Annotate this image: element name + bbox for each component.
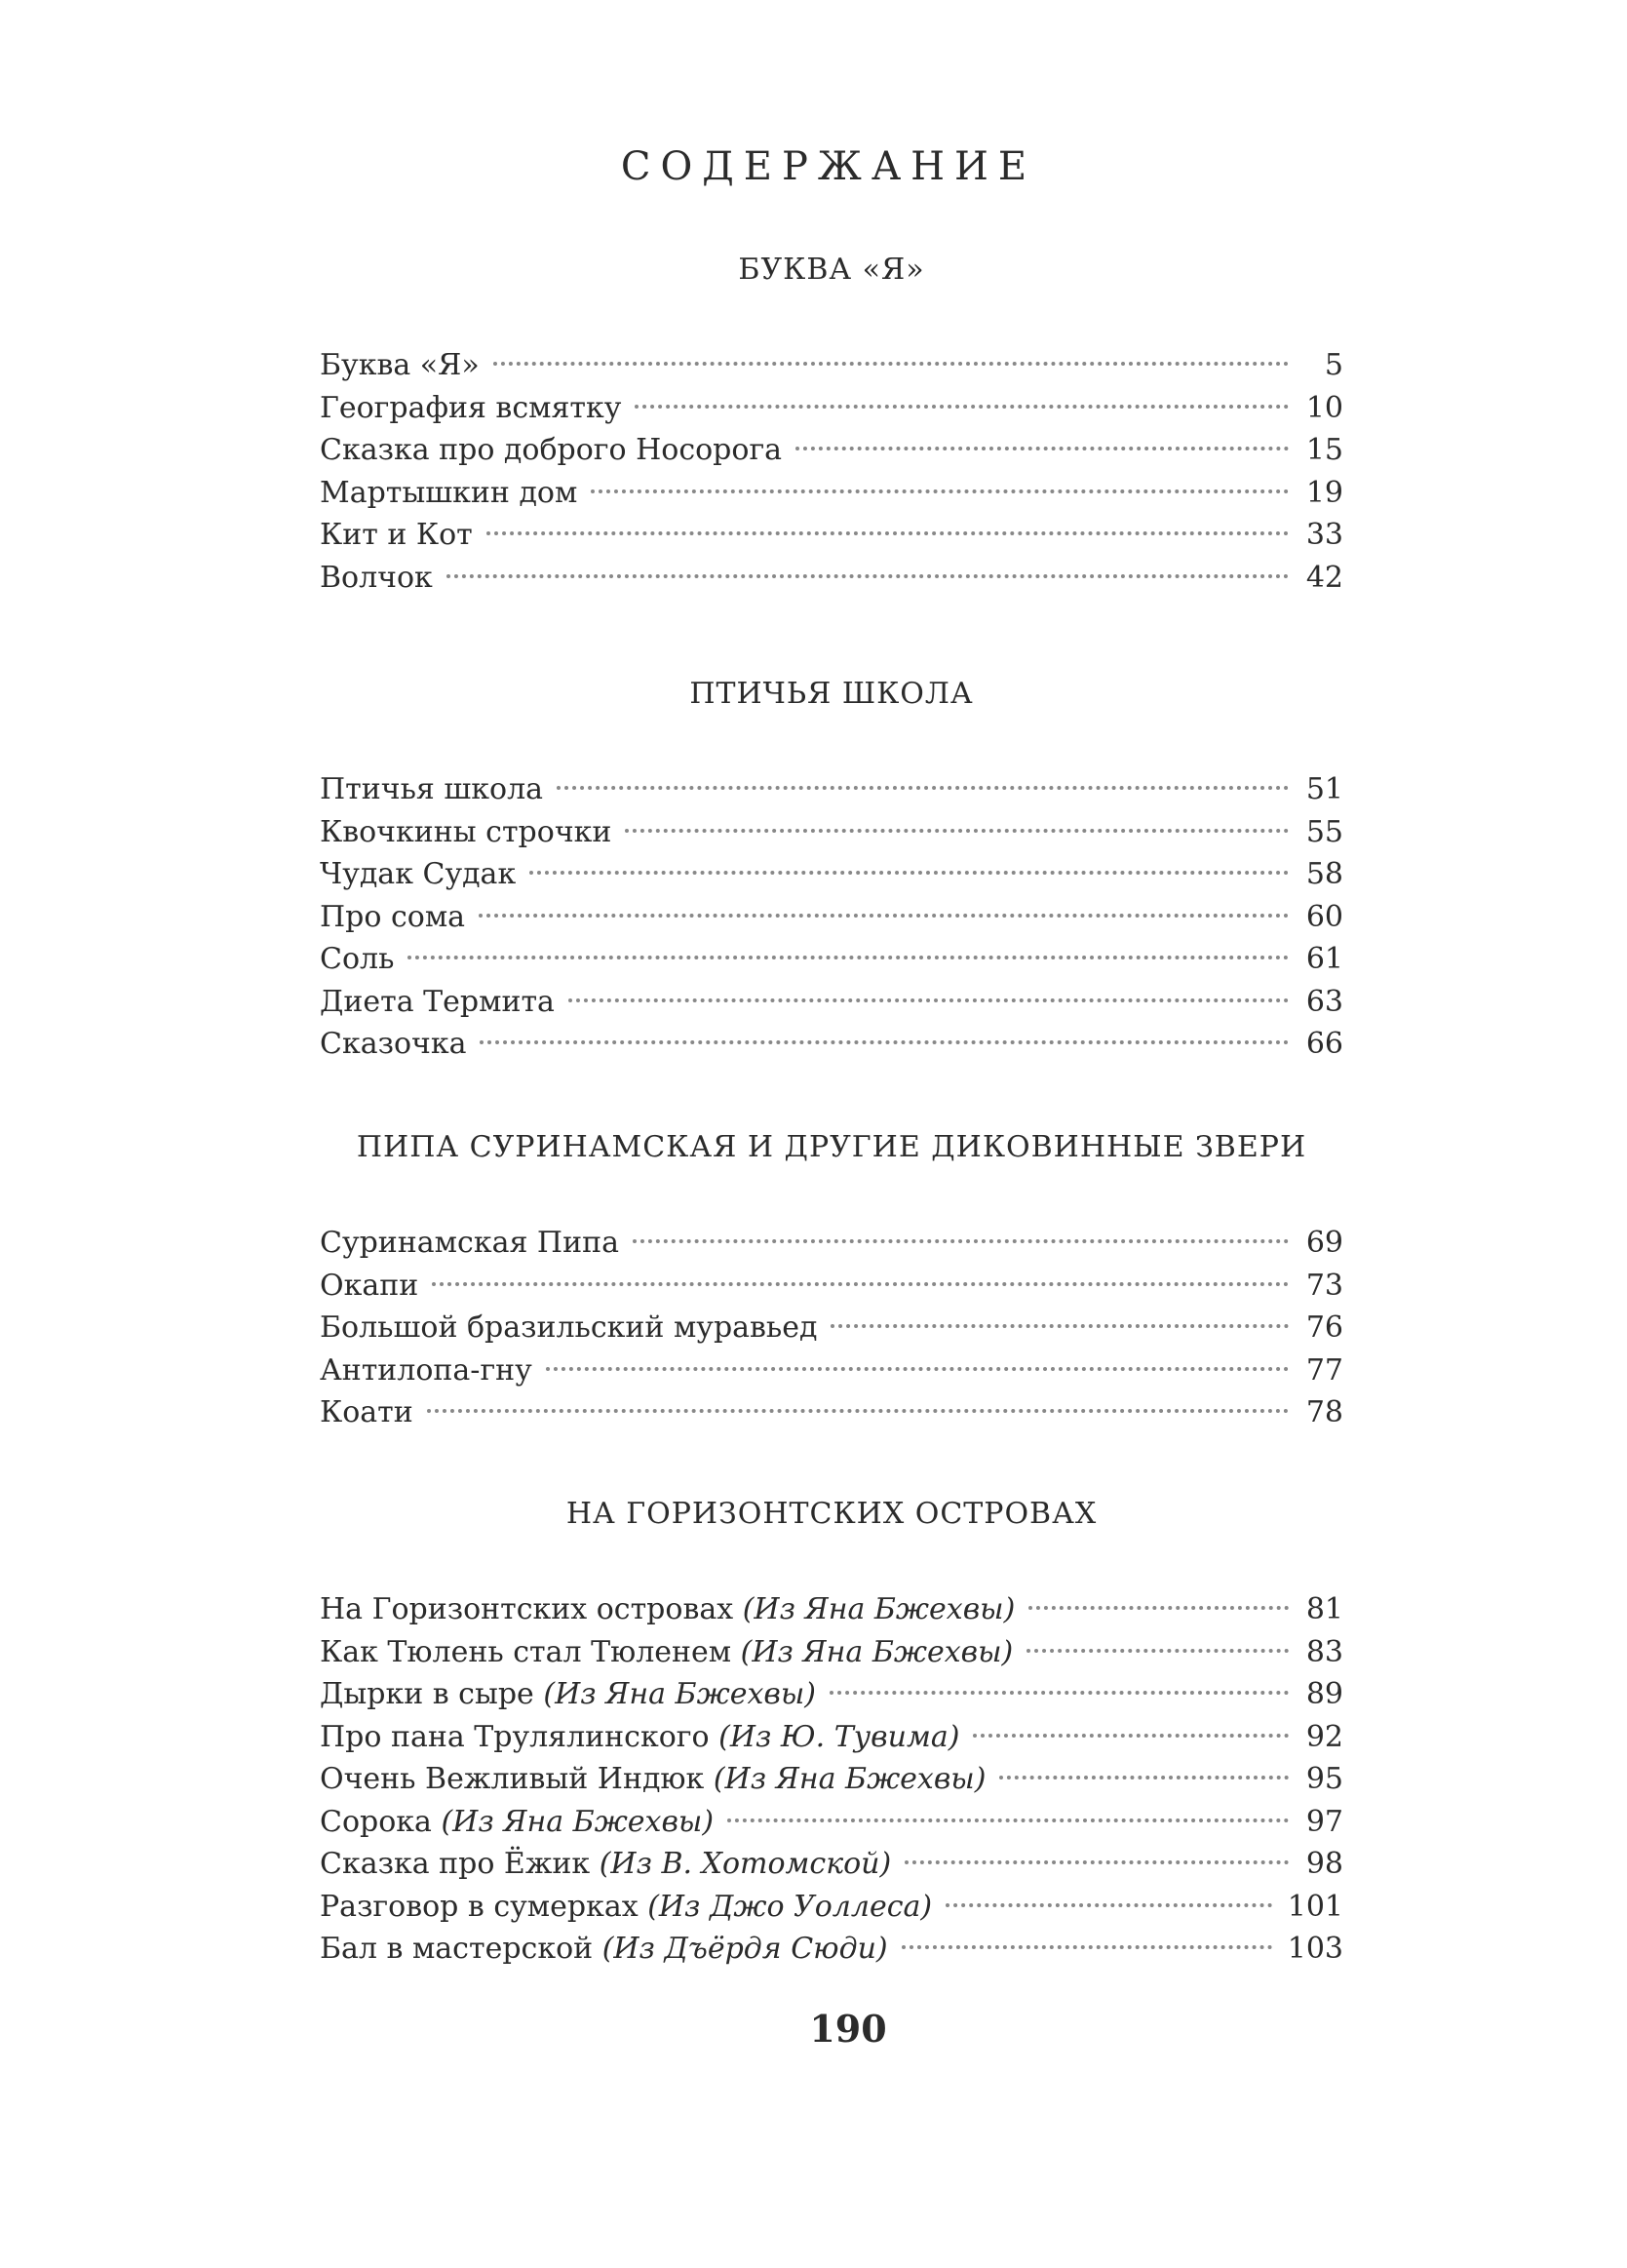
entry-spacer <box>731 1631 741 1674</box>
entry-spacer <box>590 1843 600 1886</box>
entry-spacer <box>432 1801 442 1844</box>
toc-entry <box>320 1758 1343 1801</box>
entry-page-number: 63 <box>1305 984 1343 1019</box>
entry-title: Очень Вежливый Индюк <box>320 1762 705 1796</box>
dot-leader <box>546 1367 1289 1371</box>
entry-title: Антилопа-гну <box>320 1352 532 1388</box>
toc-entry <box>320 1716 1343 1759</box>
toc-entry <box>320 1222 1343 1265</box>
toc-entry <box>320 853 1343 896</box>
entry-page-number: 83 <box>1305 1634 1343 1669</box>
entry-page-number: 60 <box>1305 899 1343 934</box>
entry-page-number: 51 <box>1305 772 1343 806</box>
dot-leader <box>946 1903 1272 1907</box>
dot-leader <box>973 1734 1289 1738</box>
toc-entries <box>320 768 1343 1066</box>
entry-page-number: 76 <box>1305 1310 1343 1345</box>
toc-entry <box>320 1023 1343 1066</box>
toc-section <box>320 249 1343 599</box>
toc-entry <box>320 1801 1343 1844</box>
entry-title: Соль <box>320 942 395 976</box>
section-title: ПТИЧЬЯ ШКОЛА <box>689 677 974 711</box>
entry-author: (Из Яна Бжехвы) <box>543 1677 816 1711</box>
entry-title: Сказка про доброго Носорога <box>320 433 783 467</box>
page-number: 190 <box>809 2007 887 2051</box>
dot-leader <box>831 1324 1289 1328</box>
entry-page-number: 92 <box>1305 1719 1343 1754</box>
entry-page-number: 95 <box>1305 1762 1343 1796</box>
toc-entry <box>320 1349 1343 1392</box>
entry-page-number: 5 <box>1324 348 1343 382</box>
dot-leader <box>727 1818 1289 1822</box>
entry-page-number: 42 <box>1305 560 1343 595</box>
dot-leader <box>480 1040 1289 1044</box>
toc-entry <box>320 1307 1343 1349</box>
dot-leader <box>568 998 1289 1002</box>
entry-title: Квочкины строчки <box>320 814 612 849</box>
entry-title: Волчок <box>320 560 433 595</box>
entry-spacer <box>534 1673 544 1716</box>
entry-spacer <box>639 1886 648 1929</box>
dot-leader <box>591 489 1289 493</box>
dot-leader <box>529 871 1289 875</box>
entry-page-number: 33 <box>1305 518 1343 552</box>
entry-title: Суринамская Пипа <box>320 1226 619 1260</box>
dot-leader <box>795 447 1289 450</box>
entry-spacer <box>704 1758 714 1801</box>
toc-entry <box>320 768 1343 811</box>
entry-page-number: 101 <box>1287 1889 1343 1924</box>
dot-leader <box>486 531 1289 535</box>
entry-page-number: 98 <box>1305 1847 1343 1881</box>
entry-spacer <box>593 1928 602 1971</box>
dot-leader <box>432 1282 1289 1286</box>
entry-title: Мартышкин дом <box>320 475 578 510</box>
entry-page-number: 77 <box>1305 1352 1343 1388</box>
entry-page-number: 97 <box>1305 1804 1343 1839</box>
entry-title: Как Тюлень стал Тюленем <box>320 1634 732 1669</box>
toc-entries <box>320 1222 1343 1434</box>
entry-title: Разговор в сумерках <box>320 1889 639 1924</box>
entry-title: Диета Термита <box>320 984 555 1019</box>
toc-section <box>320 1126 1343 1434</box>
entry-title: Буква «Я» <box>320 348 480 382</box>
toc-entry <box>320 387 1343 430</box>
dot-leader <box>427 1409 1289 1413</box>
entry-title: Бал в мастерской <box>320 1932 594 1966</box>
entry-author: (Из В. Хотомской) <box>599 1847 892 1881</box>
toc-entry <box>320 472 1343 515</box>
entry-page-number: 73 <box>1305 1268 1343 1303</box>
entry-page-number: 10 <box>1305 390 1343 425</box>
toc-entry <box>320 514 1343 557</box>
entry-author: (Из Ю. Тувима) <box>718 1719 960 1754</box>
entry-title: Дырки в сыре <box>320 1677 534 1711</box>
toc-entry <box>320 1265 1343 1308</box>
toc-entry <box>320 557 1343 600</box>
dot-leader <box>625 829 1289 833</box>
toc-entry <box>320 1391 1343 1434</box>
entry-page-number: 61 <box>1305 942 1343 976</box>
toc-entry <box>320 1843 1343 1886</box>
entry-title: Сказочка <box>320 1027 467 1061</box>
dot-leader <box>999 1776 1289 1779</box>
toc-entry <box>320 938 1343 981</box>
dot-leader <box>902 1945 1272 1949</box>
entry-title: Сказка про Ёжик <box>320 1847 591 1881</box>
entry-title: Чудак Судак <box>320 857 517 891</box>
dot-leader <box>905 1860 1289 1864</box>
entry-title: Сорока <box>320 1804 432 1839</box>
toc-entries <box>320 1588 1343 1971</box>
dot-leader <box>557 786 1289 790</box>
toc-section <box>320 673 1343 1066</box>
section-title: НА ГОРИЗОНТСКИХ ОСТРОВАХ <box>565 1497 1098 1531</box>
dot-leader <box>633 1239 1289 1243</box>
entry-page-number: 58 <box>1305 857 1343 891</box>
dot-leader <box>635 405 1289 409</box>
toc-section <box>320 1493 1343 1971</box>
entry-author: (Из Джо Уоллеса) <box>647 1889 933 1924</box>
toc-entry <box>320 1886 1343 1929</box>
entry-title: Коати <box>320 1395 413 1429</box>
entry-author: (Из Яна Бжехвы) <box>441 1804 715 1839</box>
dot-leader <box>830 1691 1289 1695</box>
entry-author: (Из Яна Бжехвы) <box>742 1592 1016 1626</box>
toc-entry <box>320 344 1343 387</box>
toc-entry <box>320 1673 1343 1716</box>
toc-entry <box>320 896 1343 939</box>
toc-entries <box>320 344 1343 599</box>
entry-author: (Из Дъёрдя Сюди) <box>601 1932 888 1966</box>
entry-title: Кит и Кот <box>320 518 473 552</box>
entry-title: География всмятку <box>320 390 622 425</box>
entry-page-number: 69 <box>1305 1226 1343 1260</box>
entry-author: (Из Яна Бжехвы) <box>740 1634 1014 1669</box>
page-title: СОДЕРЖАНИЕ <box>620 144 1037 189</box>
entry-title: Большой бразильский муравьед <box>320 1310 818 1345</box>
entry-title: Окапи <box>320 1268 419 1303</box>
dot-leader <box>479 914 1289 918</box>
toc-entry <box>320 429 1343 472</box>
entry-page-number: 81 <box>1305 1592 1343 1626</box>
entry-page-number: 55 <box>1305 814 1343 849</box>
entry-title: Птичья школа <box>320 772 544 806</box>
entry-page-number: 66 <box>1305 1027 1343 1061</box>
section-title: БУКВА «Я» <box>738 253 925 287</box>
toc-entry <box>320 1631 1343 1674</box>
section-title: ПИПА СУРИНАМСКАЯ И ДРУГИЕ ДИКОВИННЫЕ ЗВЕРИ <box>356 1130 1307 1164</box>
toc-entry <box>320 811 1343 854</box>
entry-spacer <box>733 1588 743 1631</box>
entry-title: Про сома <box>320 899 466 934</box>
entry-author: (Из Яна Бжехвы) <box>713 1762 987 1796</box>
entry-page-number: 103 <box>1287 1932 1343 1966</box>
dot-leader <box>446 574 1289 578</box>
dot-leader <box>1027 1649 1289 1653</box>
entry-title: На Горизонтских островах <box>320 1592 734 1626</box>
entry-page-number: 19 <box>1305 475 1343 510</box>
entry-spacer <box>710 1716 719 1759</box>
entry-title: Про пана Трулялинского <box>320 1719 710 1754</box>
entry-page-number: 78 <box>1305 1395 1343 1429</box>
toc-entry <box>320 1928 1343 1971</box>
entry-page-number: 15 <box>1305 433 1343 467</box>
dot-leader <box>407 956 1289 959</box>
toc-entry <box>320 1588 1343 1631</box>
entry-page-number: 89 <box>1305 1677 1343 1711</box>
dot-leader <box>1028 1606 1289 1610</box>
toc-entry <box>320 981 1343 1024</box>
dot-leader <box>493 362 1289 366</box>
